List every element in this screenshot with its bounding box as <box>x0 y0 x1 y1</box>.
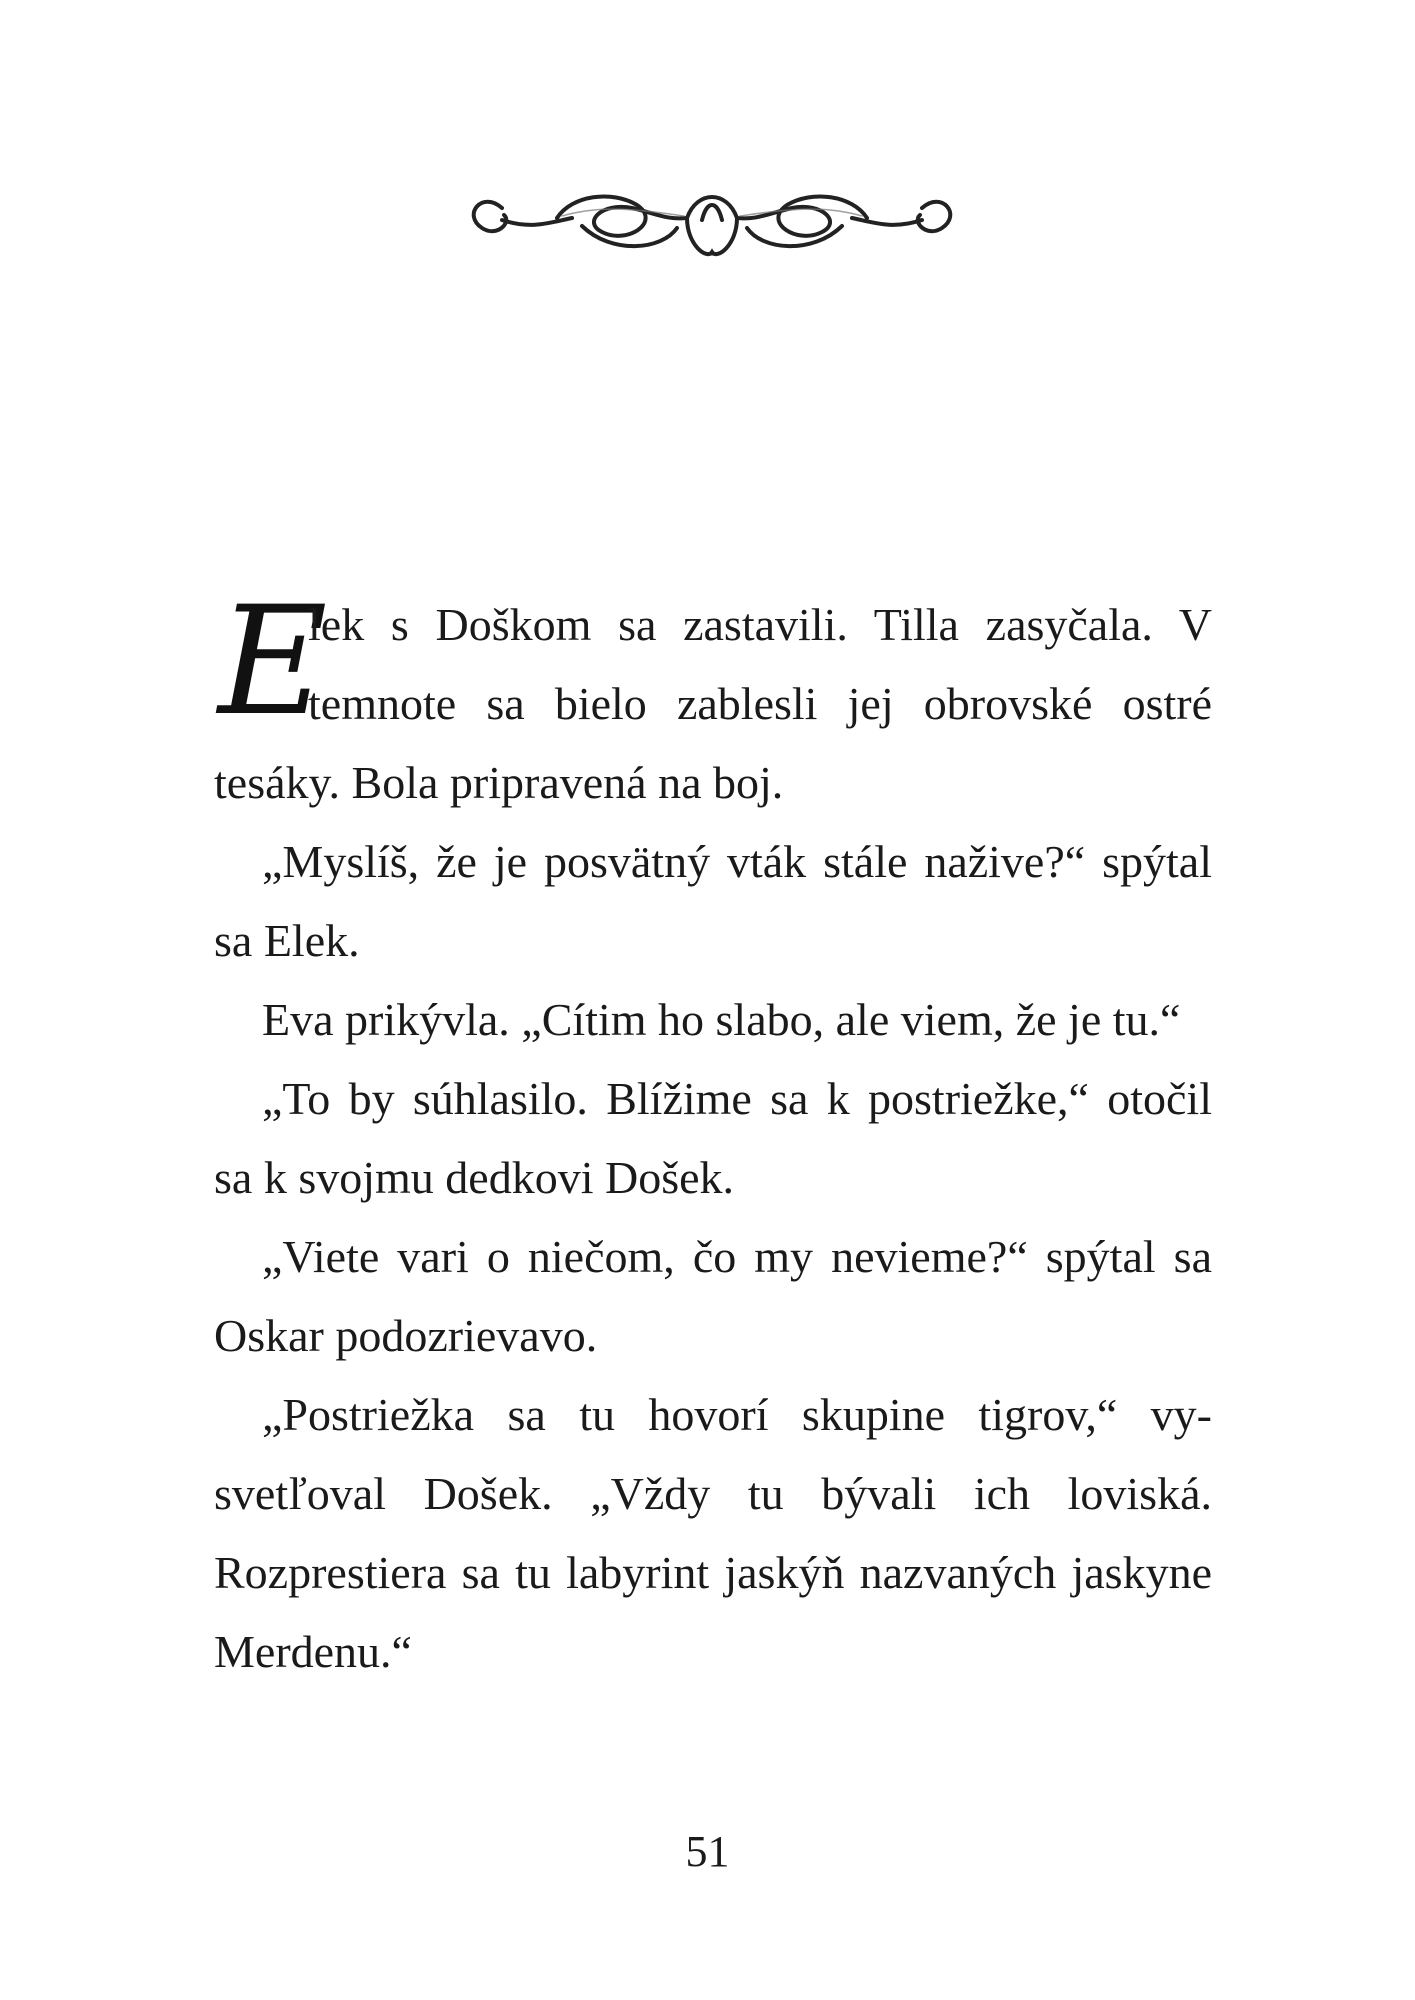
paragraph-4: „To by súhlasilo. Blížime sa k postriežke,“ otočil sa k svojmu dedkovi Došek. <box>214 1073 1212 1203</box>
svg-text:E: E <box>218 575 328 749</box>
drop-cap-letter <box>214 575 328 749</box>
paragraph-2: „Myslíš, že je posvätný vták stále nažive?“ spýtal sa Elek. <box>214 836 1212 966</box>
paragraph-3: Eva prikývla. „Cítim ho slabo, ale viem, že je tu.“ <box>262 994 1181 1045</box>
flourish-ornament-icon <box>462 160 962 275</box>
page-number: 51 <box>685 1827 730 1876</box>
paragraph-1: lek s Doškom sa zastavili. Tilla zasyčala. V temnote sa bielo zablesli jej obrovské ostré tesáky. Bola pripravená na boj. <box>214 599 1212 808</box>
paragraph-5: „Viete vari o niečom, čo my nevieme?“ spýtal sa Oskar podozrievavo. <box>214 1231 1212 1361</box>
chapter-text <box>214 575 1212 1691</box>
paragraph-6: „Postriežka sa tu hovorí skupine tigrov,“ vysvetľoval Došek. „Vždy tu bývali ich loviská. Rozprestiera sa tu labyrint jaskýň nazvaných jaskyne Merdenu.“ <box>214 1389 1212 1677</box>
